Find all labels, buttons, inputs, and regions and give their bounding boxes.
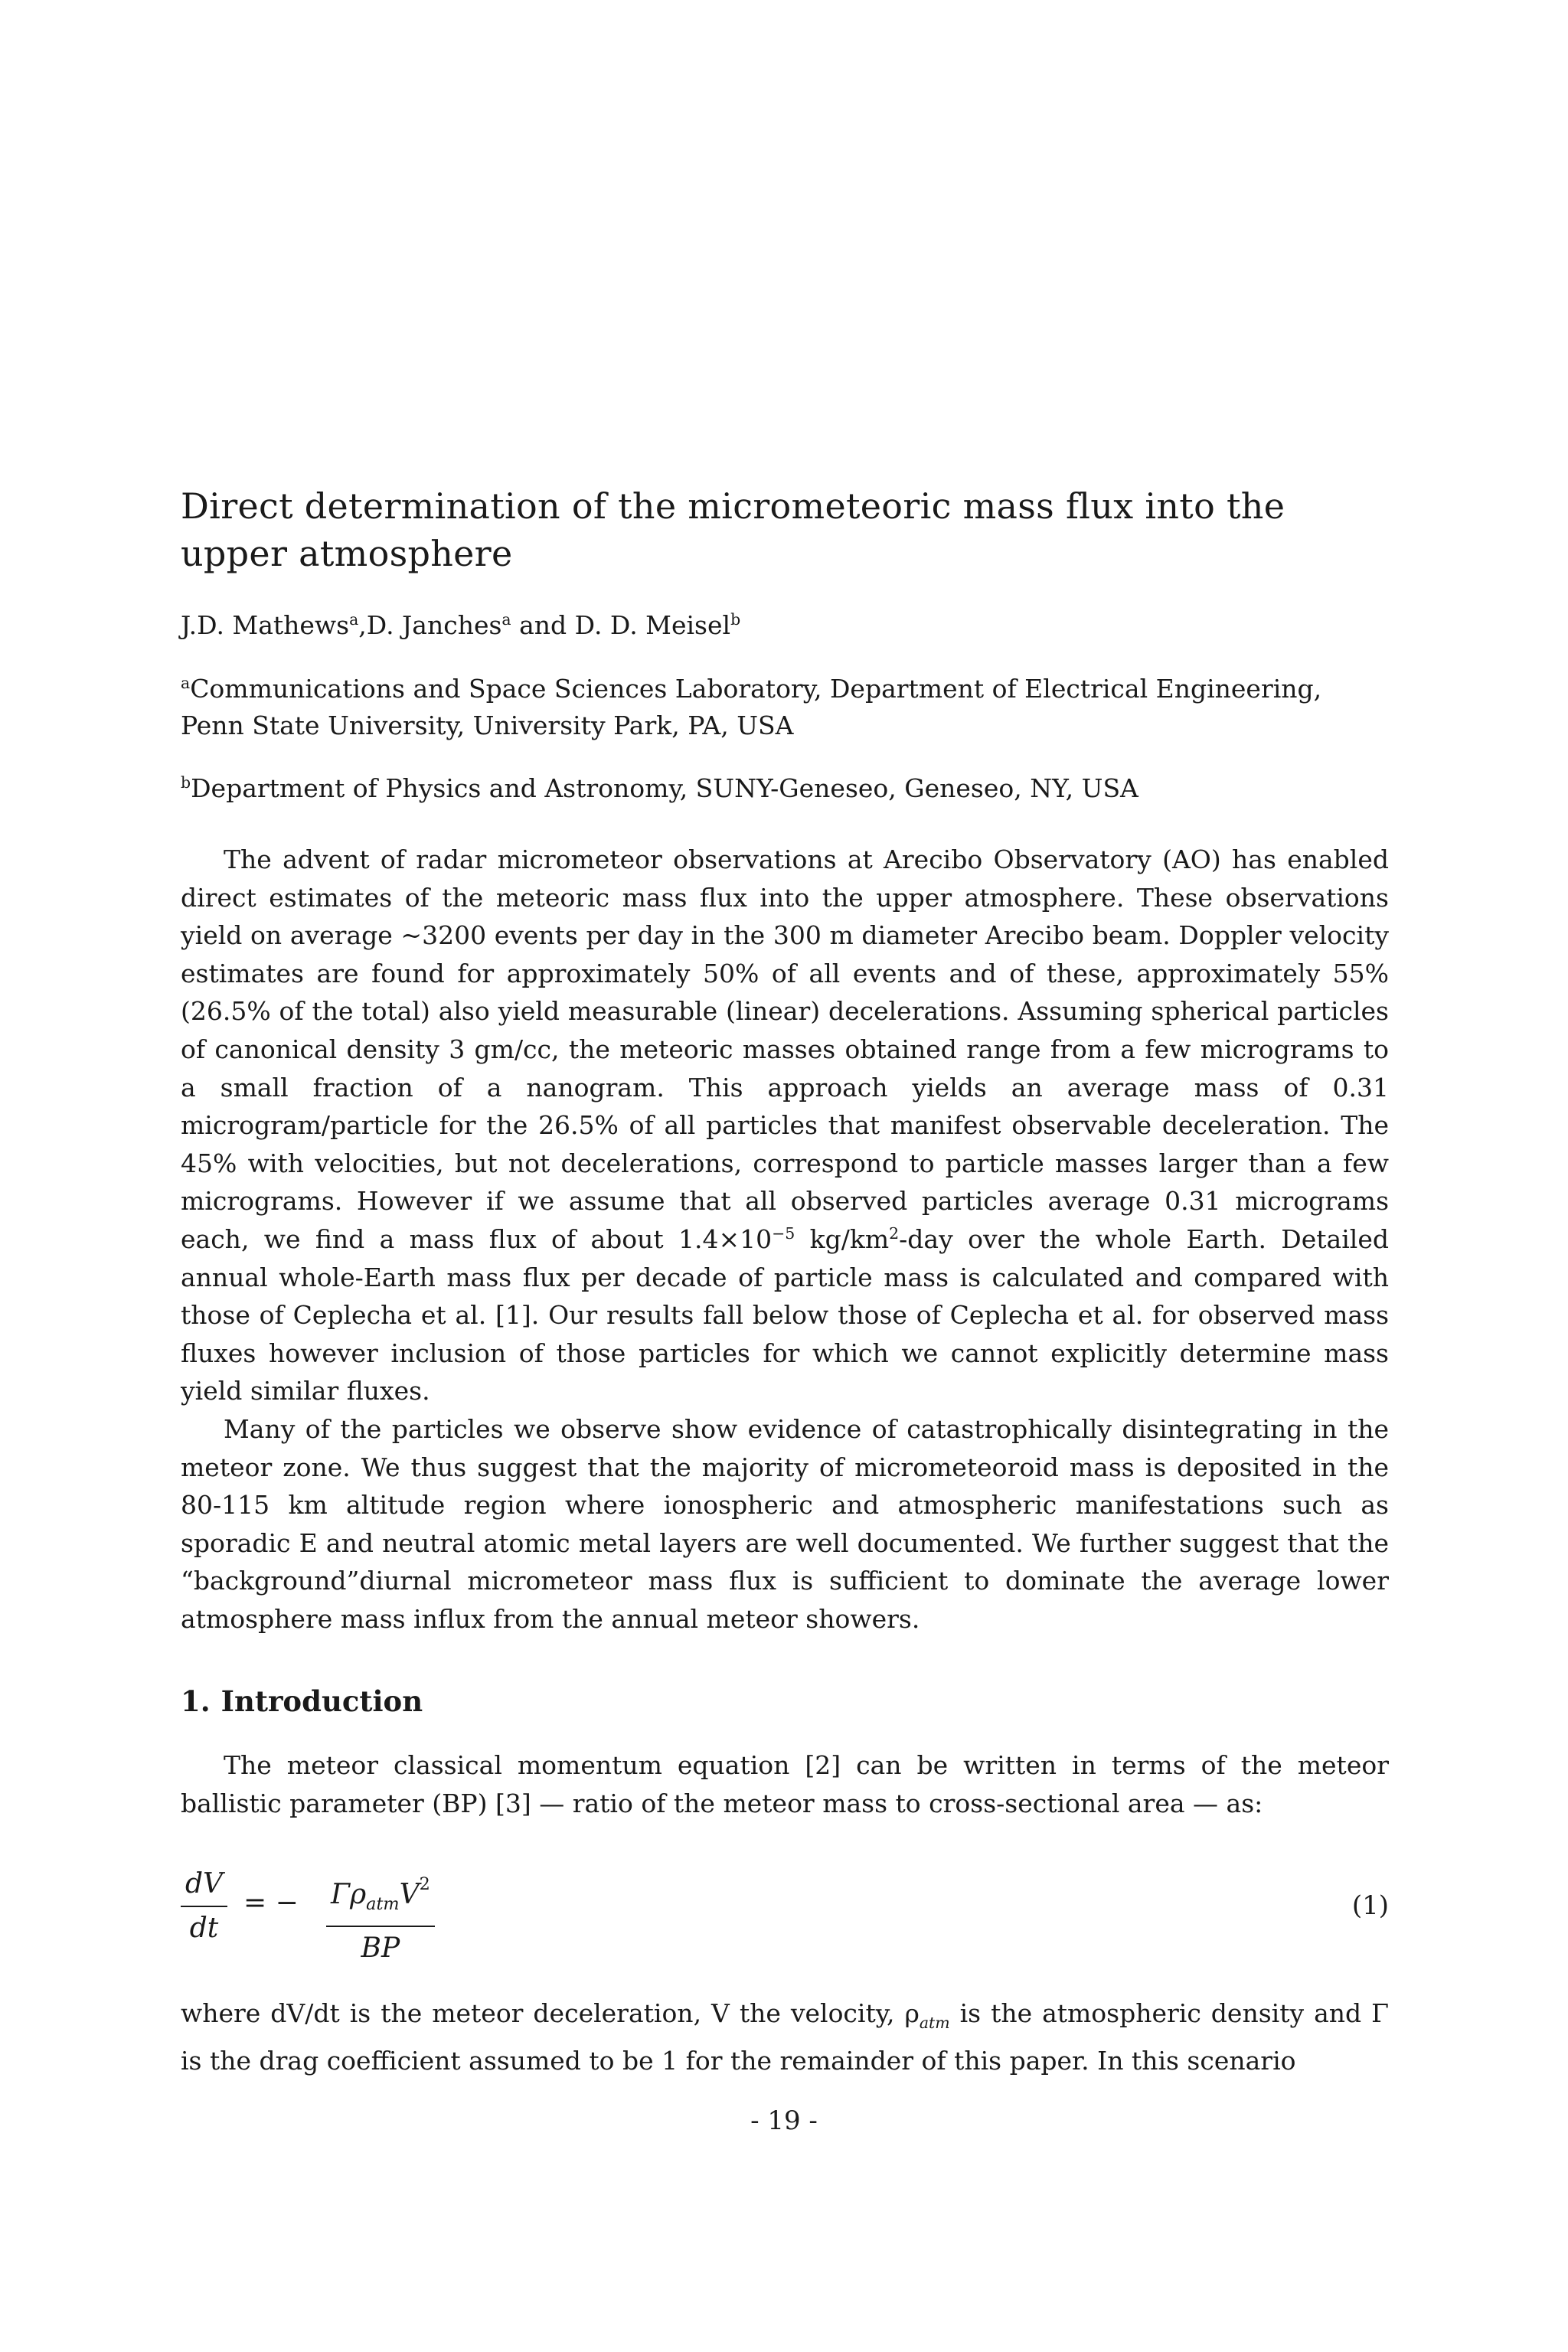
affiliation-a — [181, 671, 1389, 744]
equation-lhs-fraction — [181, 1866, 227, 1947]
exponent: 2 — [889, 1223, 900, 1243]
author-name: D. Janches — [366, 610, 502, 640]
equation-numerator — [326, 1866, 435, 1922]
equation-equals: = − — [243, 1887, 299, 1919]
body-paragraph: The meteor classical momentum equation [2] can be written in terms of the meteor ballistic parameter (BP) [3] — ratio of the meteor mass to cross-sectional area — as: — [181, 1750, 1389, 1819]
author-separator: , — [358, 610, 367, 640]
symbol-subscript: atm — [919, 2014, 950, 2033]
author-list — [181, 608, 1389, 643]
equation-subscript: atm — [366, 1894, 400, 1915]
exponent: −5 — [772, 1223, 795, 1243]
equation-superscript: 2 — [419, 1874, 430, 1895]
paper-page — [181, 482, 1389, 2080]
author-name: D. D. Meisel — [574, 610, 731, 640]
body-text: where dV/dt is the meteor deceleration, V the velocity, ρ — [181, 1998, 920, 2029]
author-affiliation-mark: a — [501, 610, 511, 629]
equation-denominator: BP — [361, 1932, 400, 1965]
body-paragraph — [181, 1994, 1389, 2080]
equation-number: (1) — [1351, 1890, 1389, 1922]
section-heading — [181, 1682, 1389, 1720]
equation-denominator: dt — [189, 1913, 219, 1945]
equation-rhs-fraction — [326, 1866, 435, 1967]
affiliation-mark: a — [181, 674, 191, 692]
body-text: is the atmospheric density and Γ is the drag coefficient assumed to be 1 for the remainder of this paper. In this scenario — [181, 1998, 1389, 2076]
abstract-text: kg/km — [795, 1223, 890, 1254]
author-affiliation-mark: b — [730, 610, 741, 629]
author-conjunction: and — [511, 610, 575, 640]
page-number: - 19 - — [750, 2105, 818, 2136]
author-affiliation-mark: a — [349, 610, 359, 629]
affiliation-text: Communications and Space Sciences Laboratory, Department of Electrical Engineering, Penn State University, University Park, PA, USA — [181, 674, 1322, 740]
author-name: J.D. Mathews — [181, 610, 350, 640]
affiliation-b — [181, 770, 1389, 807]
affiliation-text: Department of Physics and Astronomy, SUNY-Geneseo, Geneseo, NY, USA — [191, 773, 1138, 803]
section-number: 1. — [181, 1684, 211, 1719]
equation-symbol: Γρ — [331, 1879, 367, 1911]
section-body — [181, 1746, 1389, 2080]
abstract — [181, 841, 1389, 1638]
affiliation-mark: b — [181, 773, 191, 792]
abstract-text: -day over the whole Earth. Detailed annual whole-Earth mass flux per decade of particle mass is calculated and compared with those of Ceplecha et al. [1]. Our results fall below those of Ceplecha et al. for observed mass fluxes however inclusion of those particles for which we cannot explicitly determine mass yield similar fluxes. — [181, 1223, 1389, 1406]
equation-symbol: V — [399, 1879, 420, 1911]
abstract-text: The advent of radar micrometeor observations at Arecibo Observatory (AO) has enabled direct estimates of the meteoric mass flux into the upper atmosphere. These observations yield on average ~3200 events per day in the 300 m diameter Arecibo beam. Doppler velocity estimates are found for approximately 50% of all events and of these, approximately 55% (26.5% of the total) also yield measurable (linear) decelerations. Assuming spherical particles of canonical density 3 gm/cc, the meteoric masses obtained range from a few micrograms to a small fraction of a nanogram. This approach yields an average mass of 0.31 microgram/particle for the 26.5% of all particles that manifest observable deceleration. The 45% with velocities, but not decelerations, correspond to particle masses larger than a few micrograms. However if we assume that all observed particles average 0.31 micrograms each, we find a mass flux of about 1.4×10 — [181, 844, 1389, 1254]
paper-title: Direct determination of the micrometeoric mass flux into the upper atmosphere — [181, 485, 1285, 574]
equation-numerator: dV — [185, 1868, 224, 1900]
abstract-paragraph: Many of the particles we observe show evidence of catastrophically disintegrating in the meteor zone. We thus suggest that the majority of micrometeoroid mass is deposited in the 80-115 km altitude region where ionospheric and atmospheric manifestations such as sporadic E and neutral atomic metal layers are well documented. We further suggest that the “background”diurnal micrometeor mass flux is sufficient to dominate the average lower atmosphere mass influx from the annual meteor showers. — [181, 1413, 1389, 1634]
section-title: Introduction — [220, 1684, 423, 1719]
fraction-bar — [181, 1906, 227, 1907]
fraction-bar — [326, 1926, 435, 1927]
abstract-paragraph — [181, 841, 1389, 1410]
equation-1 — [181, 1854, 1389, 1968]
